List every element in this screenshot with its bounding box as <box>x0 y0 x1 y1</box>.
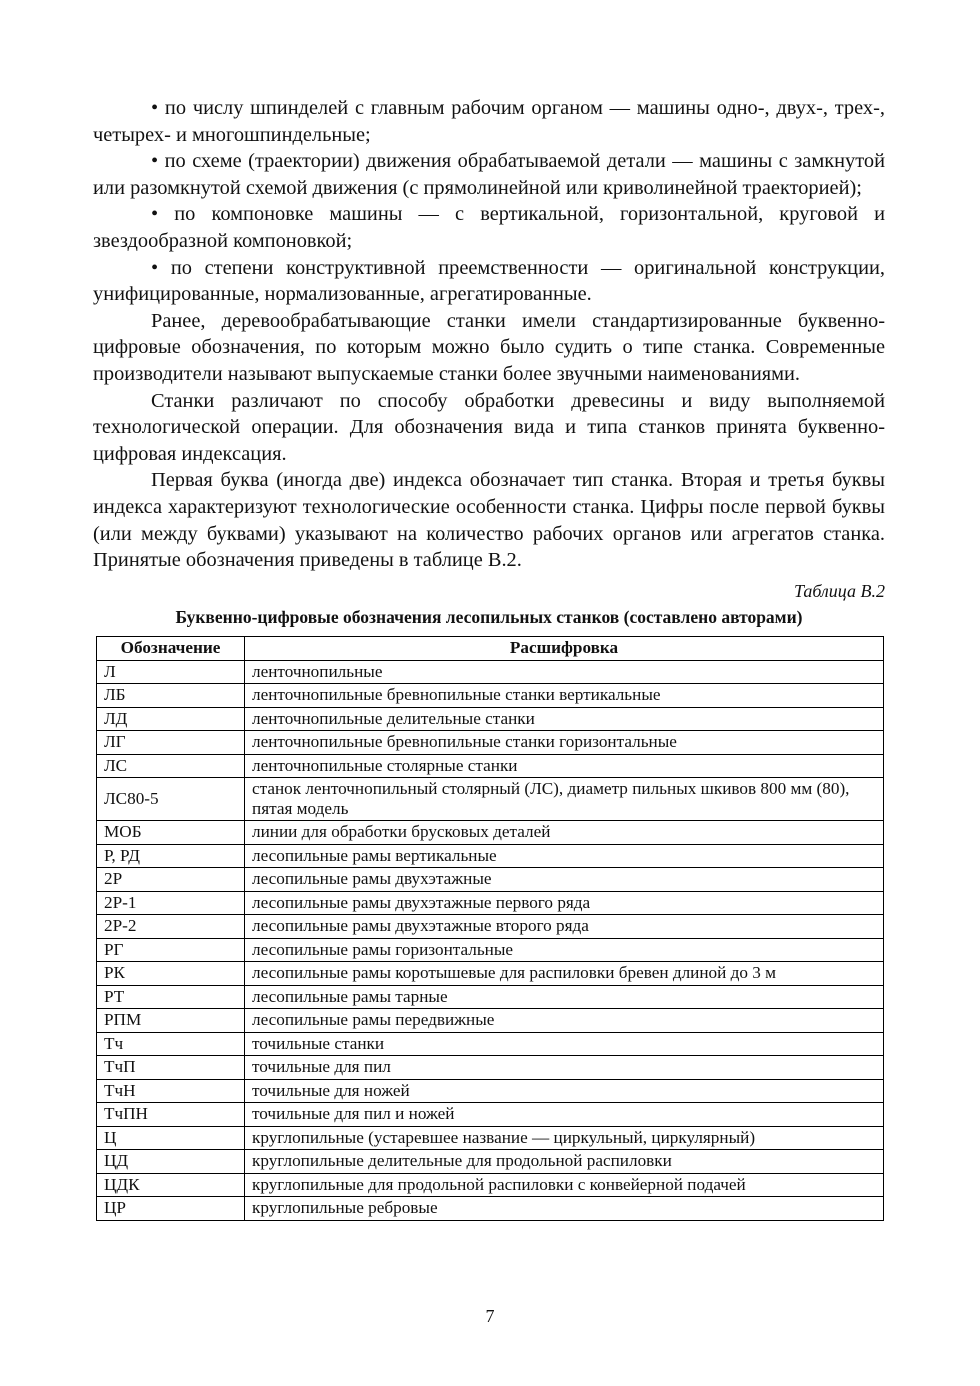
table-row <box>97 754 884 778</box>
bullet-paragraph: • по числу шпинделей с главным рабочим органом — машины одно-, двух-, трех-, четырех- и многошпиндельные; <box>93 97 885 146</box>
bullet-paragraph: • по компоновке машины — с вертикальной, горизонтальной, круговой и звездообразной компоновкой; <box>93 203 885 252</box>
cell-decoding: точильные для пил <box>245 1056 884 1080</box>
cell-designation: ЦР <box>97 1197 245 1221</box>
cell-designation: ЛС <box>97 754 245 778</box>
cell-decoding: ленточнопильные бревнопильные станки вертикальные <box>245 684 884 708</box>
cell-designation: РГ <box>97 938 245 962</box>
codes-table <box>96 636 884 1221</box>
cell-designation: Тч <box>97 1032 245 1056</box>
cell-designation: РПМ <box>97 1009 245 1033</box>
cell-decoding: ленточнопильные делительные станки <box>245 707 884 731</box>
page-number: 7 <box>485 1306 495 1326</box>
table-row <box>97 1032 884 1056</box>
table-row <box>97 660 884 684</box>
table-row <box>97 731 884 755</box>
table-row <box>97 684 884 708</box>
cell-decoding: точильные станки <box>245 1032 884 1056</box>
cell-decoding: круглопильные делительные для продольной распиловки <box>245 1150 884 1174</box>
table-row <box>97 844 884 868</box>
cell-designation: ТчПН <box>97 1103 245 1127</box>
cell-designation: ТчН <box>97 1079 245 1103</box>
table-row <box>97 1009 884 1033</box>
table-row <box>97 1197 884 1221</box>
cell-designation: ТчП <box>97 1056 245 1080</box>
cell-designation: ЛБ <box>97 684 245 708</box>
bullet-paragraph: • по степени конструктивной преемственности — оригинальной конструкции, унифицированные, нормализованные, агрегатированные. <box>93 256 885 306</box>
cell-decoding: лесопильные рамы коротышевые для распиловки бревен длиной до 3 м <box>245 962 884 986</box>
table-row <box>97 985 884 1009</box>
cell-designation: МОБ <box>97 821 245 845</box>
page-content <box>93 95 885 1221</box>
cell-designation: РК <box>97 962 245 986</box>
cell-designation: ЦД <box>97 1150 245 1174</box>
table-row <box>97 1056 884 1080</box>
table-row <box>97 778 884 821</box>
cell-decoding: линии для обработки брусковых деталей <box>245 821 884 845</box>
bullet-paragraph: • по схеме (траектории) движения обрабатываемой детали — машины с замкнутой или разомкнутой схемой движения (с прямолинейной или криволинейной траекторией); <box>93 150 885 199</box>
cell-decoding: точильные для пил и ножей <box>245 1103 884 1127</box>
cell-designation: РТ <box>97 985 245 1009</box>
table-title: Буквенно-цифровые обозначения лесопильных станков (составлено авторами) <box>175 606 803 627</box>
table-row <box>97 868 884 892</box>
cell-decoding: ленточнопильные бревнопильные станки горизонтальные <box>245 731 884 755</box>
cell-decoding: круглопильные ребровые <box>245 1197 884 1221</box>
cell-decoding: лесопильные рамы горизонтальные <box>245 938 884 962</box>
cell-decoding: лесопильные рамы двухэтажные второго ряда <box>245 915 884 939</box>
table-row <box>97 1079 884 1103</box>
cell-decoding: ленточнопильные столярные станки <box>245 754 884 778</box>
table-body <box>97 660 884 1220</box>
cell-decoding: лесопильные рамы передвижные <box>245 1009 884 1033</box>
table-row <box>97 915 884 939</box>
cell-designation: 2Р <box>97 868 245 892</box>
table-header-row <box>97 636 884 660</box>
cell-designation: Ц <box>97 1126 245 1150</box>
cell-decoding: ленточнопильные <box>245 660 884 684</box>
cell-designation: ЛГ <box>97 731 245 755</box>
table-row <box>97 707 884 731</box>
cell-designation: 2Р-2 <box>97 915 245 939</box>
cell-decoding: точильные для ножей <box>245 1079 884 1103</box>
table-row <box>97 891 884 915</box>
cell-decoding: лесопильные рамы тарные <box>245 985 884 1009</box>
header-designation: Обозначение <box>97 636 245 660</box>
table-row <box>97 962 884 986</box>
body-paragraph: Ранее, деревообрабатывающие станки имели стандартизированные буквенно-цифровые обозначения, по которым можно было судить о типе станка. Современные производители называют выпускаемые станки более звучными наименованиями. <box>93 309 885 385</box>
cell-decoding: лесопильные рамы вертикальные <box>245 844 884 868</box>
table-row <box>97 1126 884 1150</box>
cell-designation: ЛС80-5 <box>97 778 245 821</box>
table-row <box>97 1173 884 1197</box>
cell-decoding: станок ленточнопильный столярный (ЛС), диаметр пильных шкивов 800 мм (80), пятая модель <box>245 778 884 821</box>
cell-designation: Л <box>97 660 245 684</box>
table-row <box>97 821 884 845</box>
cell-designation: ЛД <box>97 707 245 731</box>
table-row <box>97 938 884 962</box>
table-row <box>97 1103 884 1127</box>
cell-designation: Р, РД <box>97 844 245 868</box>
cell-decoding: круглопильные (устаревшее название — циркульный, циркулярный) <box>245 1126 884 1150</box>
cell-designation: 2Р-1 <box>97 891 245 915</box>
table-row <box>97 1150 884 1174</box>
cell-decoding: лесопильные рамы двухэтажные первого ряда <box>245 891 884 915</box>
table-label: Таблица В.2 <box>793 580 885 601</box>
header-decoding: Расшифровка <box>245 636 884 660</box>
cell-decoding: лесопильные рамы двухэтажные <box>245 868 884 892</box>
body-paragraph: Станки различают по способу обработки древесины и виду выполняемой технологической операции. Для обозначения вида и типа станков принята буквенно-цифровая индексация. <box>93 389 885 465</box>
cell-designation: ЦДК <box>97 1173 245 1197</box>
body-paragraph: Первая буква (иногда две) индекса обозначает тип станка. Вторая и третья буквы индекса характеризуют технологические особенности станка. Цифры после первой буквы (или между буквами) указывают на количество рабочих органов или агрегатов станка. Принятые обозначения приведены в таблице В.2. <box>93 469 885 572</box>
cell-decoding: круглопильные для продольной распиловки с конвейерной подачей <box>245 1173 884 1197</box>
